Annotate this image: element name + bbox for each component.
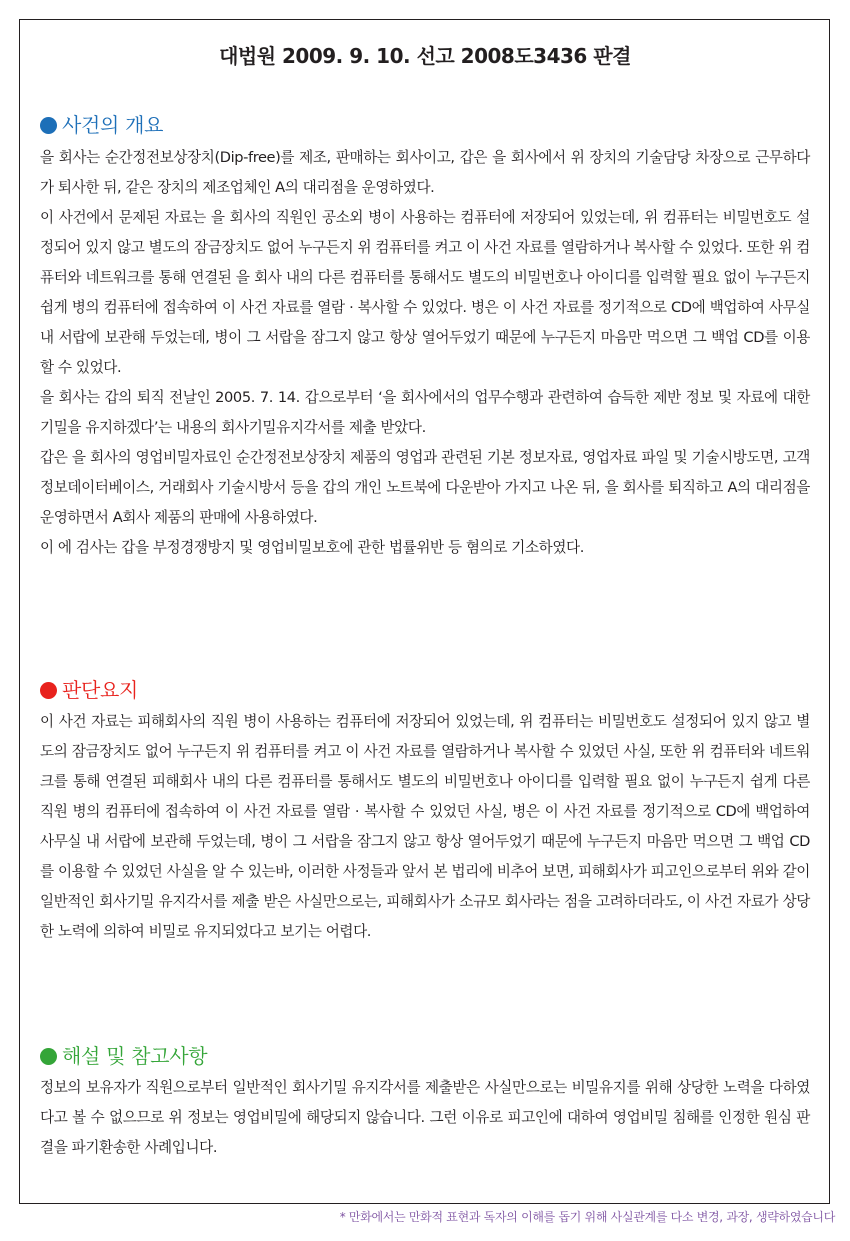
commentary-heading-text: 해설 및 참고사항 xyxy=(62,1044,208,1068)
overview-heading xyxy=(40,111,163,139)
overview-paragraph-5: 이 에 검사는 갑을 부정경쟁방지 및 영업비밀보호에 관한 법률위반 등 혐의로 기소하였다. xyxy=(40,539,584,556)
overview-paragraph-4: 갑은 을 회사의 영업비밀자료인 순간정전보상장치 제품의 영업과 관련된 기본 정보자료, 영업자료 파일 및 기술시방도면, 고객정보데이터베이스, 거래회사 기술시방서 등을 갑의 개인 노트북에 다운받아 가지고 나온 뒤, 을 회사를 퇴직하고 A의 대리점을 운영하면서 A회사 제품의 판매에 사용하였다. xyxy=(40,449,810,526)
case-title: 대법원 2009. 9. 10. 선고 2008도3436 판결 xyxy=(219,44,631,68)
overview-body xyxy=(40,143,810,563)
commentary-body xyxy=(40,1073,810,1163)
footnote: * 만화에서는 만화적 표현과 독자의 이해를 돕기 위해 사실관계를 다소 변경, 과장, 생략하였습니다 xyxy=(339,1210,835,1224)
commentary-heading xyxy=(40,1042,207,1070)
blue-circle-icon xyxy=(40,117,57,134)
overview-paragraph-1: 을 회사는 순간정전보상장치(Dip-free)를 제조, 판매하는 회사이고, 갑은 을 회사에서 위 장치의 기술담당 차장으로 근무하다가 퇴사한 뒤, 같은 장치의 제조업체인 A의 대리점을 운영하였다. xyxy=(40,149,810,196)
overview-heading-text: 사건의 개요 xyxy=(62,113,164,137)
judgment-body xyxy=(40,707,810,947)
judgment-paragraph-1: 이 사건 자료는 피해회사의 직원 병이 사용하는 컴퓨터에 저장되어 있었는데, 위 컴퓨터는 비밀번호도 설정되어 있지 않고 별도의 잠금장치도 없어 누구든지 위 컴퓨터를 켜고 이 사건 자료를 열람하거나 복사할 수 있었던 사실, 또한 위 컴퓨터와 네트워크를 통해 연결된 피해회사 내의 다른 컴퓨터를 통해서도 별도의 비밀번호나 아이디를 입력할 필요 없이 누구든지 쉽게 다른 직원 병의 컴퓨터에 접속하여 이 사건 자료를 열람 · 복사할 수 있었던 사실, 병은 이 사건 자료를 정기적으로 CD에 백업하여 사무실 내 서랍에 보관해 두었는데, 병이 그 서랍을 잠그지 않고 항상 열어두었기 때문에 누구든지 마음만 먹으면 그 백업 CD를 이용할 수 있었던 사실을 알 수 있는바, 이러한 사정들과 앞서 본 법리에 비추어 보면, 피해회사가 피고인으로부터 위와 같이 일반적인 회사기밀 유지각서를 제출 받은 사실만으로는, 피해회사가 소규모 회사라는 점을 고려하더라도, 이 사건 자료가 상당한 노력에 의하여 비밀로 유지되었다고 보기는 어렵다. xyxy=(40,713,810,940)
overview-paragraph-3: 을 회사는 갑의 퇴직 전날인 2005. 7. 14. 갑으로부터 ‘을 회사에서의 업무수행과 관련하여 습득한 제반 정보 및 자료에 대한 기밀을 유지하겠다’는 내용의 회사기밀유지각서를 제출 받았다. xyxy=(40,389,810,436)
overview-paragraph-2: 이 사건에서 문제된 자료는 을 회사의 직원인 공소외 병이 사용하는 컴퓨터에 저장되어 있었는데, 위 컴퓨터는 비밀번호도 설정되어 있지 않고 별도의 잠금장치도 없어 누구든지 위 컴퓨터를 켜고 이 사건 자료를 열람하거나 복사할 수 있었다. 또한 위 컴퓨터와 네트워크를 통해 연결된 을 회사 내의 다른 컴퓨터를 통해서도 별도의 비밀번호나 아이디를 입력할 필요 없이 누구든지 쉽게 병의 컴퓨터에 접속하여 이 사건 자료를 열람 · 복사할 수 있었다. 병은 이 사건 자료를 정기적으로 CD에 백업하여 사무실 내 서랍에 보관해 두었는데, 병이 그 서랍을 잠그지 않고 항상 열어두었기 때문에 누구든지 마음만 먹으면 그 백업 CD를 이용할 수 있었다. xyxy=(40,209,810,376)
judgment-heading-text: 판단요지 xyxy=(62,678,139,702)
commentary-paragraph-1: 정보의 보유자가 직원으로부터 일반적인 회사기밀 유지각서를 제출받은 사실만으로는 비밀유지를 위해 상당한 노력을 다하였다고 볼 수 없으므로 위 정보는 영업비밀에 해당되지 않습니다. 그런 이유로 피고인에 대하여 영업비밀 침해를 인정한 원심 판결을 파기환송한 사례입니다. xyxy=(40,1079,810,1156)
green-circle-icon xyxy=(40,1048,57,1065)
judgment-heading xyxy=(40,676,138,704)
red-circle-icon xyxy=(40,682,57,699)
